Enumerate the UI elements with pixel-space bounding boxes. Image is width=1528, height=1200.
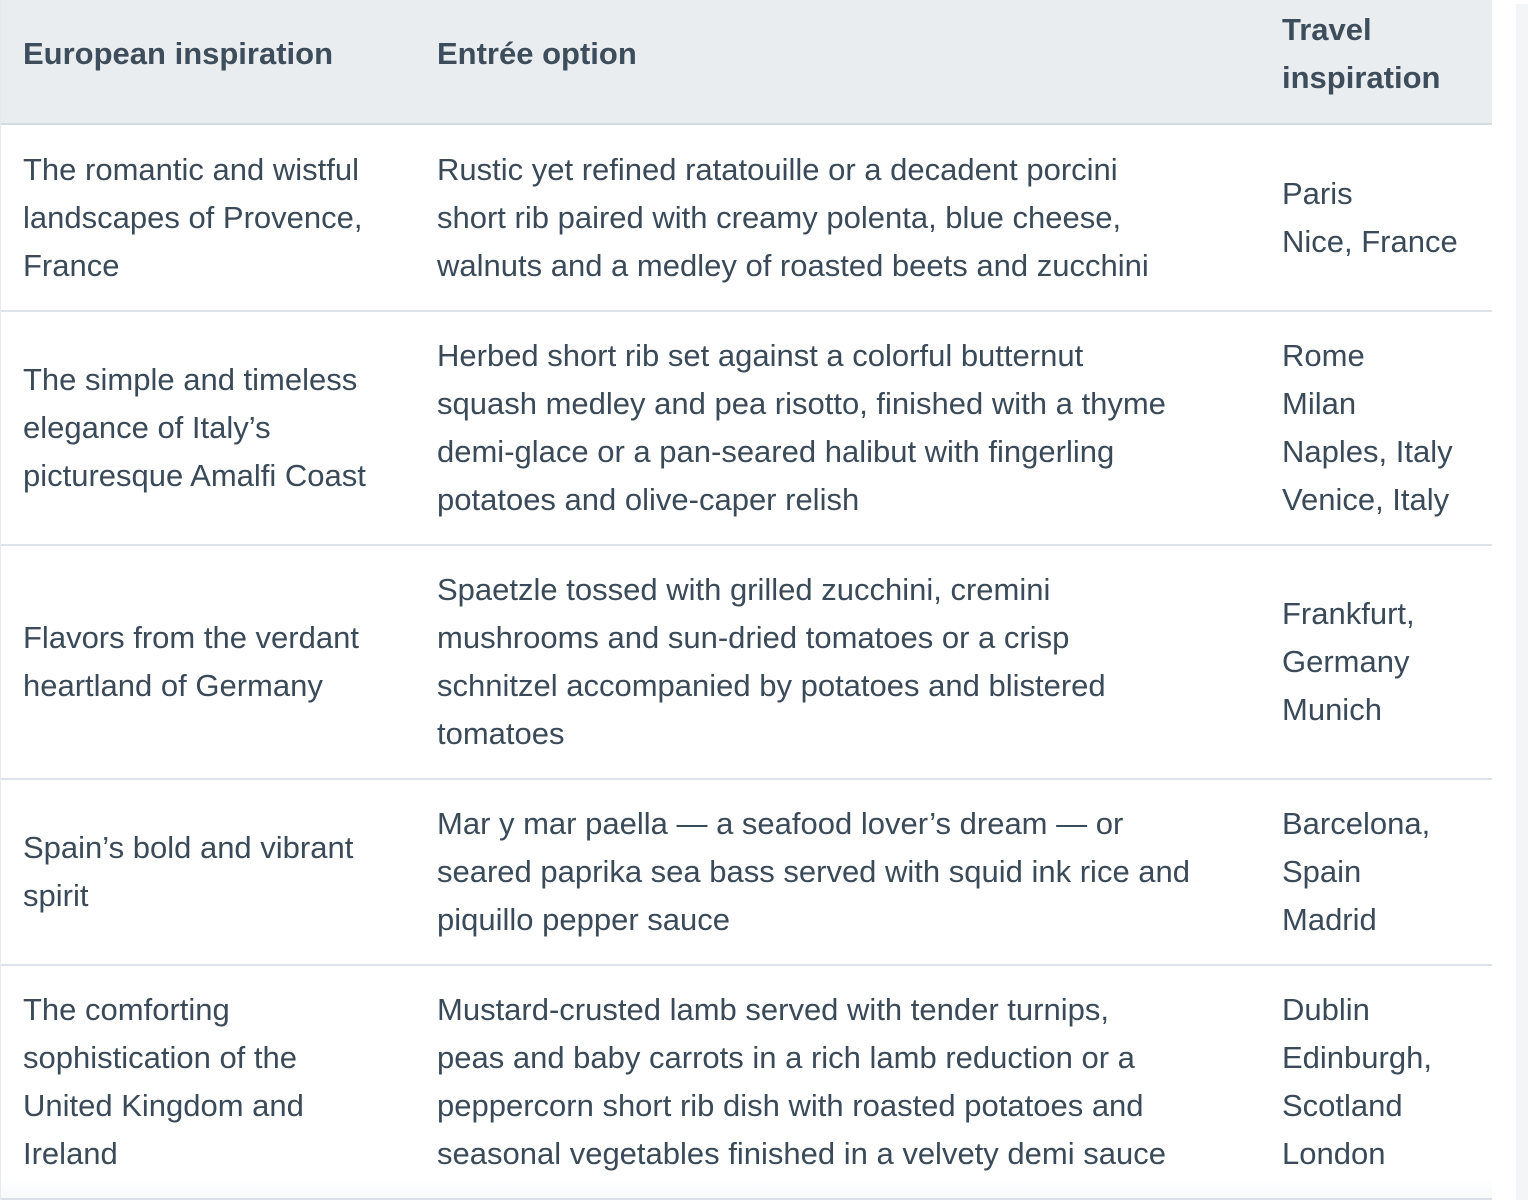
table-header (1, 0, 1493, 125)
header-travel-inspiration: Travel inspiration (1282, 12, 1441, 95)
table-row (1, 546, 1493, 780)
row-european-cell: Flavors from the verdant heartland of Germany (23, 620, 359, 703)
row-entree-cell: Spaetzle tossed with grilled zucchini, cremini mushrooms and sun-dried tomatoes or a crisp schnitzel accompanied by potatoes and blistered tomatoes (437, 572, 1106, 751)
header-european-inspiration: European inspiration (23, 36, 334, 71)
row-travel-cell: Rome Milan Naples, Italy Venice, Italy (1282, 338, 1453, 517)
table-row (1, 312, 1493, 546)
row-european-cell: The simple and timeless elegance of Italy’s picturesque Amalfi Coast (23, 362, 366, 493)
row-european-cell: The comforting sophistication of the United Kingdom and Ireland (23, 992, 304, 1171)
row-european-cell: Spain’s bold and vibrant spirit (23, 830, 354, 913)
scroll-gutter (1492, 0, 1528, 1200)
row-travel-cell: Paris Nice, France (1282, 175, 1458, 259)
row-entree-cell: Herbed short rib set against a colorful butternut squash medley and pea risotto, finished with a thyme demi-glace or a pan-seared halibut with fingerling potatoes and olive-caper relish (437, 338, 1166, 517)
table-row (1, 780, 1493, 966)
table-row (1, 125, 1493, 312)
table-row (1, 966, 1493, 1200)
scroll-fade (1, 1178, 1493, 1200)
row-entree-cell: Mustard-crusted lamb served with tender turnips, peas and baby carrots in a rich lamb reduction or a peppercorn short rib dish with roasted potatoes and seasonal vegetables finished in a velvety demi sauce (437, 992, 1166, 1171)
header-entree-option: Entrée option (437, 36, 637, 71)
row-travel-cell: Frankfurt, Germany Munich (1282, 596, 1415, 727)
row-entree-cell: Mar y mar paella — a seafood lover’s dream — or seared paprika sea bass served with squid ink rice and piquillo pepper sauce (437, 806, 1191, 937)
horizontal-scroll-track[interactable] (1516, 4, 1528, 1200)
row-travel-cell: Barcelona, Spain Madrid (1282, 806, 1431, 937)
row-travel-cell: Dublin Edinburgh, Scotland London (1282, 992, 1432, 1171)
row-entree-cell: Rustic yet refined ratatouille or a decadent porcini short rib paired with creamy polenta, blue cheese, walnuts and a medley of roasted beets and zucchini (437, 151, 1149, 283)
row-european-cell: The romantic and wistful landscapes of Provence, France (23, 151, 363, 283)
